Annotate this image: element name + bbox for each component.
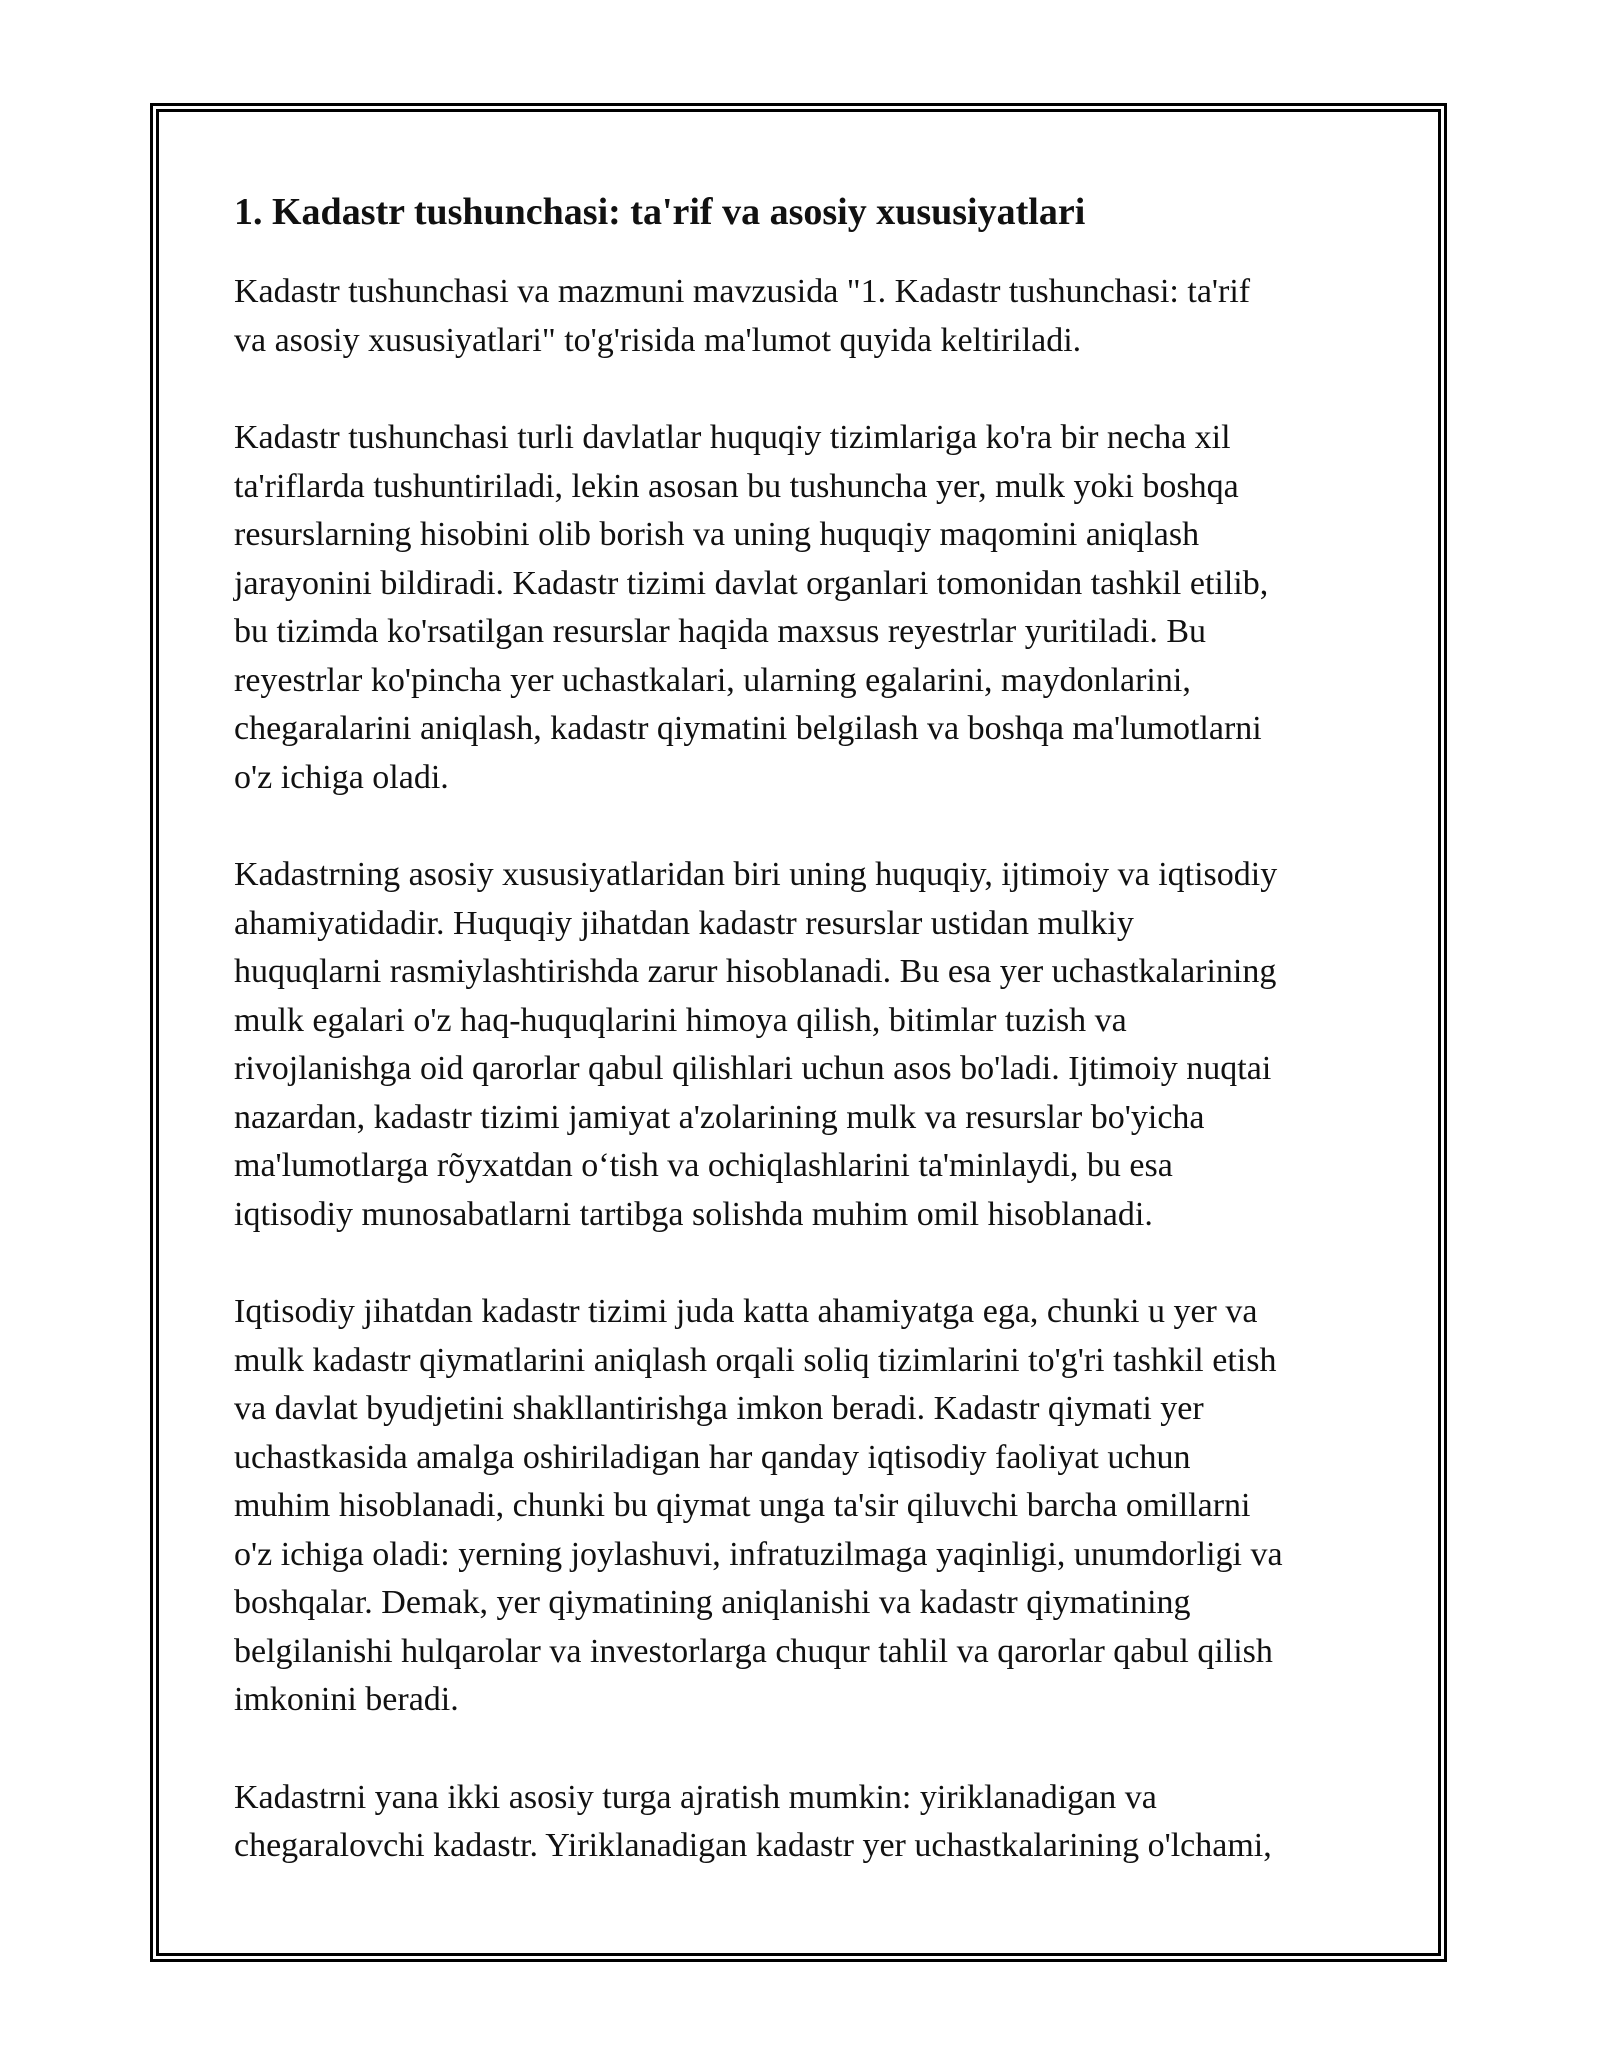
text-line: ahamiyatidadir. Huquqiy jihatdan kadastr resurslar ustidan mulkiy	[234, 904, 1134, 942]
section-heading: 1. Kadastr tushunchasi: ta'rif va asosiy xususiyatlari	[234, 191, 1086, 233]
text-line: iqtisodiy munosabatlarni tartibga solishda muhim omil hisoblanadi.	[234, 1195, 1153, 1233]
text-line: nazardan, kadastr tizimi jamiyat a'zolarining mulk va resurslar bo'yicha	[234, 1098, 1205, 1136]
text-line: chegaralovchi kadastr. Yiriklanadigan kadastr yer uchastkalarining o'lchami,	[234, 1827, 1272, 1864]
text-line: chegaralarini aniqlash, kadastr qiymatini belgilash va boshqa ma'lumotlarni	[234, 710, 1262, 747]
text-line: boshqalar. Demak, yer qiymatining aniqlanishi va kadastr qiymatining	[234, 1584, 1191, 1621]
text-line: Kadastr tushunchasi va mazmuni mavzusida "1. Kadastr tushunchasi: ta'rif	[234, 273, 1251, 310]
text-line: imkonini beradi.	[234, 1681, 459, 1718]
paragraph-intro	[234, 268, 1369, 365]
text-line: va davlat byudjetini shakllantirishga imkon beradi. Kadastr qiymati yer	[234, 1390, 1204, 1427]
text-line: ta'riflarda tushuntiriladi, lekin asosan bu tushuncha yer, mulk yoki boshqa	[234, 467, 1239, 505]
text-line: mulk egalari o'z haq-huquqlarini himoya qilish, bitimlar tuzish va	[234, 1001, 1127, 1039]
text-line: Kadastrning asosiy xususiyatlaridan biri uning huquqiy, ijtimoiy va iqtisodiy	[234, 856, 1278, 893]
text-line: resurslarning hisobini olib borish va uning huquqiy maqomini aniqlash	[234, 516, 1200, 553]
paragraph-features	[234, 851, 1369, 1239]
paragraph-types	[234, 1774, 1369, 1871]
text-line: bu tizimda ko'rsatilgan resurslar haqida maxsus reyestrlar yuritiladi. Bu	[234, 613, 1207, 650]
text-line: jarayonini bildiradi. Kadastr tizimi davlat organlari tomonidan tashkil etilib,	[234, 564, 1269, 602]
text-line: Kadastrni yana ikki asosiy turga ajratish mumkin: yiriklanadigan va	[234, 1778, 1157, 1816]
text-line: o'z ichiga oladi.	[234, 758, 449, 796]
text-line: Kadastr tushunchasi turli davlatlar huquqiy tizimlariga ko'ra bir necha xil	[234, 419, 1231, 456]
paragraph-economic	[234, 1288, 1369, 1725]
text-line: Iqtisodiy jihatdan kadastr tizimi juda katta ahamiyatga ega, chunki u yer va	[234, 1293, 1258, 1330]
text-line: rivojlanishga oid qarorlar qabul qilishlari uchun asos bo'ladi. Ijtimoiy nuqtai	[234, 1050, 1272, 1087]
document-body	[234, 186, 1369, 1920]
text-line: belgilanishi hulqarolar va investorlarga chuqur tahlil va qarorlar qabul qilish	[234, 1632, 1273, 1670]
text-line: reyestrlar ko'pincha yer uchastkalari, ularning egalarini, maydonlarini,	[234, 661, 1191, 699]
paragraph-definition	[234, 414, 1369, 802]
text-line: va asosiy xususiyatlari" to'g'risida ma'lumot quyida keltiriladi.	[234, 321, 1082, 359]
text-line: huquqlarni rasmiylashtirishda zarur hisoblanadi. Bu esa yer uchastkalarining	[234, 953, 1277, 990]
text-line: uchastkasida amalga oshiriladigan har qanday iqtisodiy faoliyat uchun	[234, 1438, 1191, 1476]
text-line: mulk kadastr qiymatlarini aniqlash orqali soliq tizimlarini to'g'ri tashkil etish	[234, 1341, 1277, 1379]
text-line: ma'lumotlarga rõyxatdan o‘tish va ochiqlashlarini ta'minlaydi, bu esa	[234, 1147, 1173, 1184]
text-line: muhim hisoblanadi, chunki bu qiymat unga ta'sir qiluvchi barcha omillarni	[234, 1487, 1251, 1524]
text-line: o'z ichiga oladi: yerning joylashuvi, infratuzilmaga yaqinligi, unumdorligi va	[234, 1535, 1283, 1573]
